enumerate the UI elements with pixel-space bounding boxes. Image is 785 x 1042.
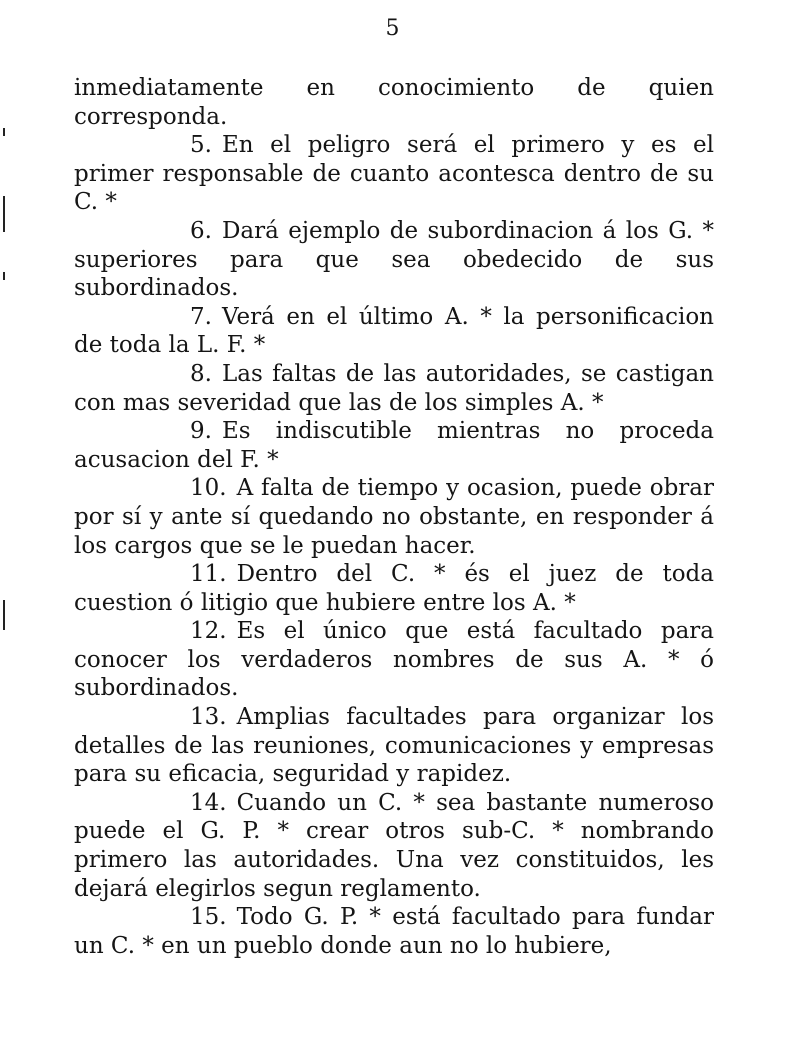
paragraph [74, 560, 714, 617]
paragraph-text: Verá en el último A. * la personificacion de toda la L. F. * [74, 303, 714, 359]
paragraph-text: Dentro del C. * és el juez de toda cuestion ó litigio que hubiere entre los A. * [74, 561, 714, 616]
paragraph-text: Las faltas de las autoridades, se castigan con mas severidad que las de los simples A. * [74, 360, 714, 416]
paragraph-number: 6. [190, 217, 212, 244]
paragraph [74, 474, 714, 560]
paragraph [74, 303, 714, 360]
page-number: 5 [385, 16, 400, 41]
paragraph-text: inmediatamente en conocimiento de quien corresponda. [74, 75, 714, 130]
paragraph [74, 217, 714, 303]
paragraph-text: Es indiscutible mientras no proceda acusacion del F. * [74, 418, 714, 473]
margin-mark [3, 196, 5, 232]
paragraph [74, 131, 714, 217]
paragraph-text: A falta de tiempo y ocasion, puede obrar por sí y ante sí quedando no obstante, en responder á los cargos que se le puedan hacer. [74, 475, 714, 559]
paragraph-number: 8. [190, 360, 212, 387]
paragraph-text: En el peligro será el primero y es el primer responsable de cuanto acontesca dentro de su C. * [74, 132, 714, 216]
paragraph [74, 903, 714, 960]
paragraph-number: 9. [190, 418, 212, 445]
paragraph-number: 12. [190, 618, 227, 645]
paragraph-text: Cuando un C. * sea bastante numeroso puede el G. P. * crear otros sub-C. * nombrando primero las autoridades. Una vez constituidos, les dejará elegirlos segun reglamento. [74, 789, 714, 902]
paragraph-number: 10. [190, 475, 227, 502]
paragraph-text: Dará ejemplo de subordinacion á los G. * superiores para que sea obedecido de sus subordinados. [74, 217, 714, 302]
paragraph [74, 74, 714, 131]
paragraph-number: 15. [190, 904, 227, 931]
paragraph [74, 417, 714, 474]
paragraph [74, 703, 714, 789]
paragraph-number: 14. [190, 789, 227, 816]
paragraph [74, 789, 714, 903]
paragraph [74, 617, 714, 703]
paragraph-text: Es el único que está facultado para conocer los verdaderos nombres de sus A. * ó subordinados. [74, 618, 714, 702]
paragraph-text: Todo G. P. * está facultado para fundar un C. * en un pueblo donde aun no lo hubiere, [74, 904, 714, 959]
paragraph-number: 5. [190, 132, 212, 159]
paragraph-number: 11. [190, 561, 227, 588]
margin-mark [3, 600, 5, 630]
paragraph [74, 360, 714, 417]
margin-mark [3, 128, 5, 136]
margin-mark [3, 272, 5, 280]
paragraph-text: Amplias facultades para organizar los detalles de las reuniones, comunicaciones y empresas para su eficacia, seguridad y rapidez. [74, 704, 714, 788]
paragraph-number: 13. [190, 704, 227, 731]
paragraph-number: 7. [190, 303, 212, 330]
body-text [74, 74, 714, 960]
